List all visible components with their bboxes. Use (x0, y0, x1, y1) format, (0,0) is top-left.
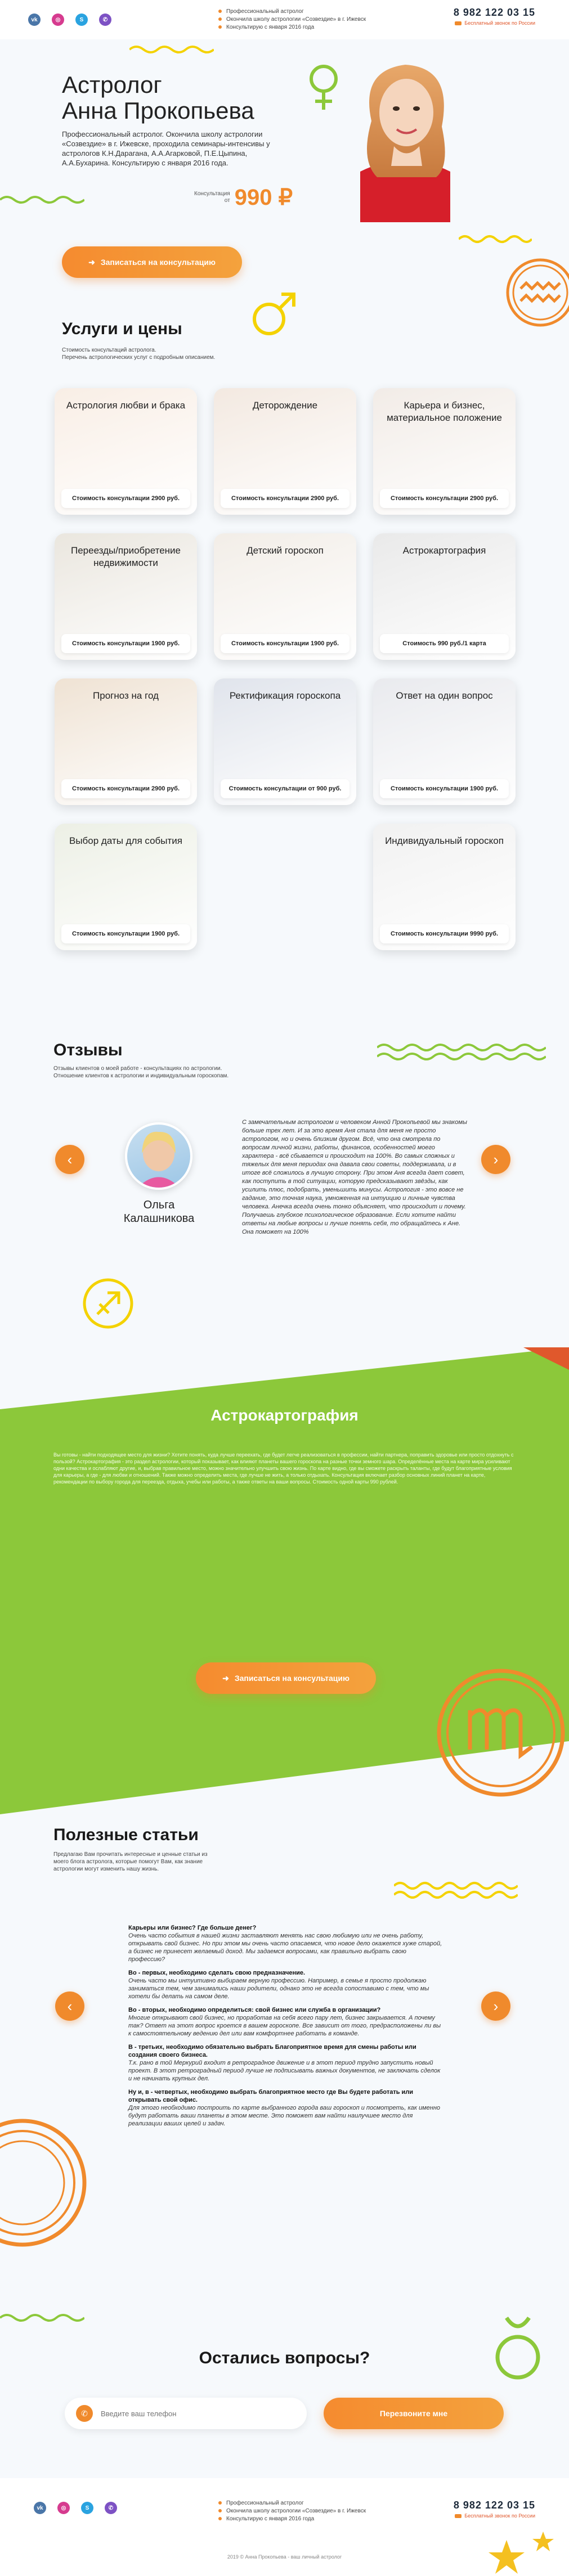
service-card-price: Стоимость консультации 9990 руб. (380, 924, 509, 943)
service-card-price: Стоимость 990 руб./1 карта (380, 634, 509, 653)
astro-text: Вы готовы - найти подходящее место для жизни? Хотите понять, куда лучше переехать, где будет легче реализоваться в профессии, найти партнера, поправить здоровье или просто отдохнуть с пользой? Астрокартография - это раздел астрологии, который показывает, как влияют планеты вашего гороскопа на разные точки земного шара. Определённые места на карте мира усиливают одни качества и ослабляют другие, и, выбрав правильное место, можно значительно улучшить свою жизнь. По карте видно, где вы сможете раскрыть таланты, где будут благоприятные условия для карьеры, а где - для любви и отношений. Также можно определить места, где лучше не жить, а только отдыхать. Консультация включает разбор основных линий планет на карте, рекомендации по выбору города для переезда, отдыха, учебы или работы, а также ответы на ваши вопросы. Стоимость одной карты 990 рублей. (53, 1452, 514, 1485)
header (0, 0, 569, 39)
articles-prev-arrow[interactable]: ‹ (55, 1991, 84, 2021)
service-card[interactable] (373, 824, 516, 950)
viber-icon[interactable]: ✆ (105, 2502, 117, 2514)
articles-subtitle: Предлагаю Вам прочитать интересные и ценные статьи из моего блога астролога, которые помогут Вам, как знание астрологии могут изменить нашу жизнь. (53, 1851, 208, 1872)
skype-icon[interactable]: S (81, 2502, 93, 2514)
service-card-title: Детский гороскоп (247, 545, 324, 556)
service-card[interactable] (55, 533, 197, 660)
article-paragraph: Очень часто мы интуитивно выбираем верную профессию. Например, в семье я просто продолжаю заниматься тем, чем занимались наши родители, однако это не всегда сопоставимо с тем, что мы хотели бы делать на самом деле. (128, 1977, 429, 2000)
service-card-price: Стоимость консультации 2900 руб. (380, 489, 509, 508)
skype-icon[interactable]: S (75, 14, 88, 26)
service-card-title: Прогноз на год (93, 690, 159, 701)
phone-block (454, 7, 535, 26)
reviews-subtitle-line2: Отношение клиентов к астрологии и индивидуальным гороскопам. (53, 1073, 229, 1079)
bullet-item: Консультирую с января 2016 года (218, 24, 366, 32)
astro-cta-label: Записаться на консультацию (234, 1674, 350, 1683)
article-heading: Ну и, в - четвертых, необходимо выбрать благоприятное место где Вы будете работать или открывать свой офис. (128, 2089, 414, 2103)
wave-decoration (377, 1041, 546, 1063)
service-card-price: Стоимость консультации 2900 руб. (61, 489, 190, 508)
viber-icon[interactable]: ✆ (99, 14, 111, 26)
service-card[interactable] (373, 388, 516, 515)
vk-icon[interactable]: vk (34, 2502, 46, 2514)
service-card-price: Стоимость консультации 1900 руб. (61, 924, 190, 943)
astro-cta-button[interactable] (196, 1662, 376, 1694)
hero-title (62, 72, 254, 124)
callback-button-label: Перезвоните мне (379, 2409, 448, 2418)
footer-bullets (218, 2499, 366, 2523)
header-bullets (218, 8, 366, 32)
footer-phone-block (454, 2499, 535, 2519)
service-card-price: Стоимость консультации от 900 руб. (221, 779, 350, 798)
wave-decoration (394, 1879, 518, 1901)
article-paragraph: Для этого необходимо построить по карте выбранного города ваш гороскоп и посмотреть, как именно будут работать ваши планеты в этом месте. Это поможет вам найти наилучшее место для реализации ваших целей и задач. (128, 2105, 441, 2127)
service-card-price: Стоимость консультации 2900 руб. (221, 489, 350, 508)
service-card-title: Ответ на один вопрос (396, 690, 493, 701)
wave-decoration (0, 2312, 84, 2323)
service-card-title: Астрокартография (402, 545, 486, 556)
price-block (194, 185, 293, 210)
reviewer-name: Ольга Калашникова (123, 1199, 195, 1225)
reviews-next-arrow[interactable]: › (481, 1145, 510, 1174)
article-paragraph: Т.к. рано в той Меркурий входит в ретроградное движение и в этот период трудно запустить новый проект. В этот ретроградный период лучше не подписывать важных документов, не заключать сделок и не начинать крупных дел. (128, 2060, 441, 2082)
reviewer-avatar (125, 1122, 192, 1190)
stars-decoration (484, 2529, 563, 2576)
service-card-title: Индивидуальный гороскоп (385, 835, 504, 846)
phone-input-wrapper (65, 2398, 307, 2429)
hero-title-line1: Астролог (62, 71, 162, 98)
price-label-line1: Консультация (194, 191, 230, 197)
article-heading: Во - первых, необходимо сделать свою предназначение. (128, 1970, 306, 1976)
contact-title: Остались вопросы? (199, 2349, 370, 2367)
bullet-item: Окончила школу астрологии «Созвездие» в г. Ижевск (218, 16, 366, 24)
astro-title: Астрокартография (210, 1406, 359, 1424)
services-title: Услуги и цены (62, 320, 182, 338)
zodiac-circle-decoration (0, 2115, 90, 2250)
services-subtitle (62, 347, 242, 361)
sagittarius-symbol-icon (82, 1277, 135, 1330)
footer-social-links (34, 2502, 117, 2514)
services-subtitle-line2: Перечень астрологических услуг с подробным описанием. (62, 354, 216, 361)
reviews-prev-arrow[interactable]: ‹ (55, 1145, 84, 1174)
instagram-icon[interactable]: ◎ (57, 2502, 70, 2514)
footer-phone-number[interactable]: 8 982 122 03 15 (453, 2499, 535, 2511)
article-paragraph: Очень часто события в нашей жизни заставляют менять нас свою любимую или не очень работу, открывать свой бизнес. Но при этом мы очень часто опасаемся, что новое дело окажется хуже старой, а бизнес не принесет желаемый доход. Мы задаемся вопросами, как правильно выбрать свою профессию? (128, 1932, 442, 1963)
phone-sub: Бесплатный звонок по России (454, 20, 535, 26)
service-card[interactable] (214, 533, 356, 660)
reviews-subtitle (53, 1065, 234, 1080)
vk-icon[interactable]: vk (28, 14, 41, 26)
reviews-title: Отзывы (53, 1041, 123, 1059)
hero-cta-button[interactable] (62, 246, 242, 278)
article-paragraph: Многие открывают свой бизнес, но проработав на себя всего пару лет, бизнес закрывается. А почему так? Ответ на этот вопрос кроется в вашем гороскопе. Все зависит от того, предрасположены ли вы к самостоятельному ведению дел или вам комфортнее работать в команде. (128, 2015, 441, 2037)
article-body (128, 1924, 443, 2133)
service-card-title: Астрология любви и брака (66, 400, 186, 411)
astrologer-portrait (338, 53, 473, 222)
price-value: 990 ₽ (234, 185, 293, 210)
bullet-item: Окончила школу астрологии «Созвездие» в г. Ижевск (218, 2507, 366, 2515)
service-card-title: Выбор даты для события (69, 835, 182, 846)
cta-icon: ➜ (222, 1673, 229, 1683)
footer-phone-sub: Бесплатный звонок по России (454, 2513, 535, 2519)
article-heading: В - третьих, необходимо обязательно выбрать Благоприятное время для смены работы или создания своего бизнеса. (128, 2044, 416, 2058)
service-card[interactable] (214, 388, 356, 515)
service-card-price: Стоимость консультации 1900 руб. (380, 779, 509, 798)
price-label (194, 191, 230, 204)
article-heading: Карьеры или бизнес? Где больше денег? (128, 1925, 257, 1931)
service-card-title: Ректификация гороскопа (229, 690, 341, 701)
services-subtitle-line1: Стоимость консультаций астролога. (62, 347, 156, 353)
service-card-title: Деторождение (252, 400, 318, 411)
hero-description: Профессиональный астролог. Окончила школу астрологии «Созвездие» в г. Ижевске, проходила семинары-интенсивы у астрологов К.Н.Дарагана, А.А.Агарковой, П.Е.Цыпина, А.А.Бухарина. Консультирую с января 2016 года. (62, 130, 270, 167)
review-text: С замечательным астрологом и человеком Анной Прокопьевой мы знакомы больше трех лет. И за это время Аня стала для меня не просто астрологом, но и очень близким другом. Всё, что она смотрела по вопросам личной жизни, работы, финансов, особенностей моего характера - всё сбывается и происходит на 100%. Во самых сложных и тяжелых для меня периодах она давала свои советы, поддерживала, и в итоге всё сложилось в лучшую сторону. При этом Аня всегда дает совет, как поступить в той ситуации, которую предсказывают звёзды, как усилить плюс, подобрать, уменьшить минусы. Астрология - это вовсе не гадание, это точная наука, умноженная на интуицию и личные чувства человека. Анечка всегда очень тонко объясняет, что происходит и почему. Получаешь глубокое психологическое образование. Если хотите найти ответы на любые вопросы и лучше понять себя, то обращайтесь к Ане. Она поможет на 100% (242, 1119, 467, 1235)
hero-section (0, 39, 569, 315)
service-card[interactable] (55, 824, 197, 950)
callback-button[interactable] (324, 2398, 504, 2429)
mars-symbol-icon (484, 2307, 552, 2385)
instagram-icon[interactable]: ◎ (52, 14, 64, 26)
article-heading: Во - вторых, необходимо определиться: свой бизнес или служба в организации? (128, 2007, 381, 2013)
price-label-line2: от (224, 197, 230, 204)
service-card-price: Стоимость консультации 1900 руб. (221, 634, 350, 653)
footer (0, 2478, 569, 2576)
scorpio-symbol-icon (433, 1665, 568, 1800)
service-card[interactable] (214, 678, 356, 805)
hero-cta-label: Записаться на консультацию (100, 258, 216, 267)
social-links (28, 14, 111, 26)
bullet-item: Профессиональный астролог (218, 2499, 366, 2507)
service-card-title: Карьера и бизнес, материальное положение (387, 400, 502, 423)
service-card[interactable] (55, 678, 197, 805)
service-card[interactable] (373, 678, 516, 805)
service-card-price: Стоимость консультации 2900 руб. (61, 779, 190, 798)
hero-title-line2: Анна Прокопьева (62, 97, 254, 124)
service-card-title: Переезды/приобретение недвижимости (70, 545, 181, 568)
phone-input[interactable] (101, 2409, 281, 2418)
phone-number[interactable]: 8 982 122 03 15 (453, 7, 535, 18)
copyright: 2019 © Анна Прокопьева - ваш личный астролог (227, 2554, 342, 2560)
bullet-item: Консультирую с января 2016 года (218, 2515, 366, 2523)
service-card[interactable] (373, 533, 516, 660)
phone-icon: ✆ (76, 2405, 93, 2422)
service-card[interactable] (55, 388, 197, 515)
articles-next-arrow[interactable]: › (481, 1991, 510, 2021)
articles-title: Полезные статьи (53, 1826, 199, 1844)
reviews-subtitle-line1: Отзывы клиентов о моей работе - консультациях по астрологии. (53, 1066, 222, 1072)
cta-icon: ➜ (88, 257, 95, 267)
bullet-item: Профессиональный астролог (218, 8, 366, 16)
service-card-price: Стоимость консультации 1900 руб. (61, 634, 190, 653)
